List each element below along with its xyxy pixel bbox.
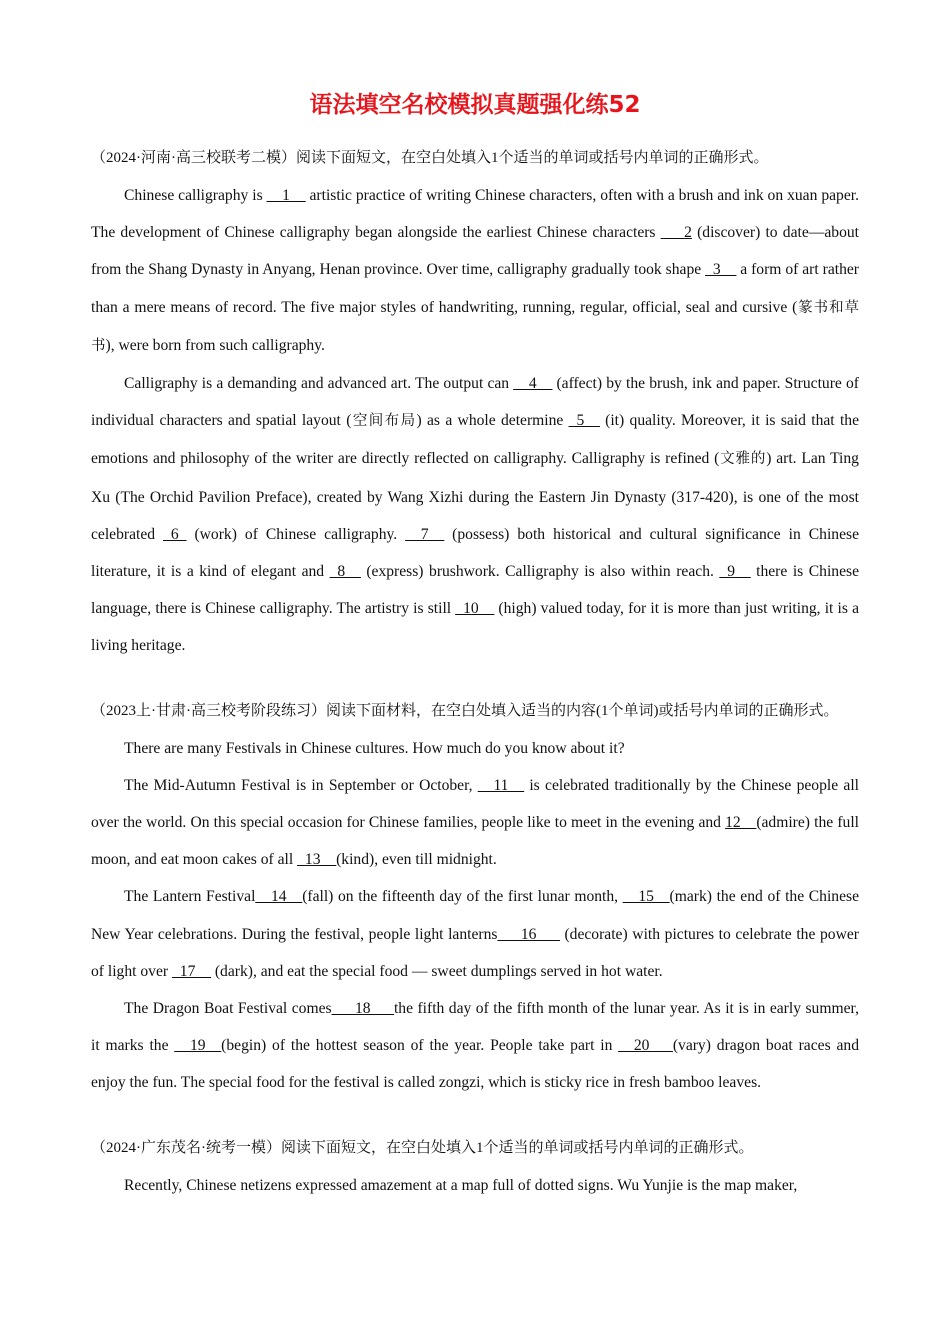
document-body (91, 140, 859, 1204)
section-2-paragraph-2: The Lantern Festival__14__(fall) on the fifteenth day of the first lunar month, __15__(mark) the end of the Chinese New Year celebrations. During the festival, people light lanterns___16___ (decorate) with pictures to celebrate the power of light over _17__ (dark), and eat the special food — sweet dumplings served in hot water. (91, 888, 860, 980)
blank-6: _6_ (163, 525, 187, 543)
blank-1: __1__ (266, 187, 306, 204)
blank-20: __20___ (618, 1037, 673, 1055)
blank-11: __11__ (477, 776, 525, 794)
section-2-paragraph-1: The Mid-Autumn Festival is in September or October, __11__ is celebrated traditionally by the Chinese people all over the world. On this special occasion for Chinese families, people like to meet in the evening and 12__(admire) the full moon, and eat moon cakes of all _13__(kind), even till midnight. (91, 776, 859, 869)
blank-8: _8__ (329, 563, 361, 581)
blank-10: _10__ (455, 600, 495, 618)
section-3-paragraph-1: Recently, Chinese netizens expressed amazement at a map full of dotted signs. Wu Yunjie is the map maker, (124, 1176, 798, 1194)
blank-4: __4__ (513, 375, 553, 393)
blank-15: __15__ (622, 888, 670, 906)
section-1-paragraph-2: Calligraphy is a demanding and advanced art. The output can __4__ (affect) by the brush, ink and paper. Structure of individual characters and spatial layout (空间布局) as a whole determine _5__ (it) quality. Moreover, it is said that the emotions and philosophy of the writer are directly reflected on calligraphy. Calligraphy is refined (文雅的) art. Lan Ting Xu (The Orchid Pavilion Preface), created by Wang Xizhi during the Eastern Jin Dynasty (317-420), is one of the most celebrated _6_ (work) of Chinese calligraphy. __7__ (possess) both historical and cultural significance in Chinese literature, it is a kind of elegant and _8__ (express) brushwork. Calligraphy is also within reach. _9__ there is Chinese language, there is Chinese calligraphy. The artistry is still _10__ (high) valued today, for it is more than just writing, it is a living heritage. (91, 375, 860, 655)
blank-16: ___16___ (497, 925, 560, 943)
section-3-source: （2024·广东茂名·统考一模）阅读下面短文，在空白处填入1个适当的单词或括号内单词的正确形式。 (91, 1139, 754, 1156)
section-1-source: （2024·河南·高三校联考二模）阅读下面短文，在空白处填入1个适当的单词或括号内单词的正确形式。 (91, 150, 769, 166)
section-1-paragraph-1: Chinese calligraphy is __1__ artistic practice of writing Chinese characters, often with a brush and ink on xuan paper. The development of Chinese calligraphy began alongside the earliest Chinese characters ___2 (discover) to date—about from the Shang Dynasty in Anyang, Henan province. Over time, calligraphy gradually took shape _3__ a form of art rather than a mere means of record. The five major styles of handwriting, running, regular, official, seal and cursive (篆书和草书), were born from such calligraphy. (91, 187, 860, 354)
blank-5: _5__ (568, 412, 600, 430)
page-title: 语法填空名校模拟真题强化练52 (309, 92, 641, 118)
blank-12: 12__ (725, 814, 757, 832)
blank-9: _9__ (719, 563, 751, 581)
section-spacer (91, 665, 859, 693)
blank-14: __14__ (255, 888, 303, 906)
section-2-intro: There are many Festivals in Chinese cultures. How much do you know about it? (124, 739, 625, 757)
blank-2: ___2 (660, 224, 692, 242)
section-2-paragraph-3: The Dragon Boat Festival comes___18___the fifth day of the fifth month of the lunar year. As it is in early summer, it marks the __19__(begin) of the hottest season of the year. People take part in __20___(vary) dragon boat races and enjoy the fun. The special food for the festival is called zongzi, which is sticky rice in fresh bamboo leaves. (91, 1000, 859, 1092)
blank-18: ___18___ (331, 1000, 394, 1018)
blank-7: __7__ (405, 525, 445, 543)
blank-3: _3__ (705, 261, 737, 279)
blank-13: _13__ (297, 851, 337, 869)
blank-19: __19__ (174, 1037, 222, 1055)
section-2-source: （2023上·甘肃·高三校考阶段练习）阅读下面材料，在空白处填入适当的内容(1个单词)或括号内单词的正确形式。 (91, 702, 839, 719)
section-spacer (91, 1102, 859, 1130)
blank-17: _17__ (171, 962, 211, 980)
